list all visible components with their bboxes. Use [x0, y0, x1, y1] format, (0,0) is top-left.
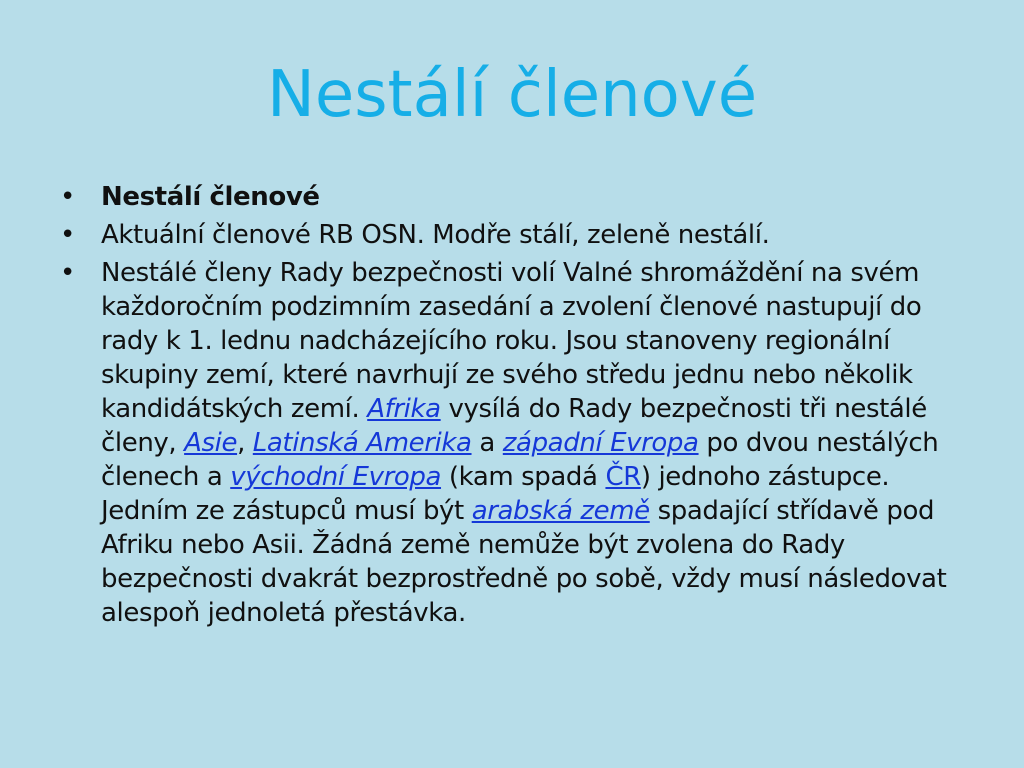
paragraph-text: vysílá do Rady bezpečnosti tři nestálé členy, [101, 394, 927, 458]
paragraph-text: ) jednoho zástupce. Jedním ze zástupců musí být [101, 462, 890, 526]
bullet-item-current-members [60, 218, 970, 252]
link-arabska-zeme[interactable]: arabská země [471, 496, 650, 526]
slide-title: Nestálí členové [266, 58, 758, 132]
bullet-heading-text: Nestálí členové [101, 182, 320, 212]
link-latinska-amerika[interactable]: Latinská Amerika [252, 428, 472, 458]
bullet-current-members-text: Aktuální členové RB OSN. Modře stálí, zeleně nestálí. [101, 220, 770, 250]
link-zapadni-evropa[interactable]: západní Evropa [502, 428, 699, 458]
bullet-item-election-rules [60, 256, 970, 630]
paragraph-text: Nestálé členy Rady bezpečnosti volí Valné shromáždění na svém každoročním podzimním zasedání a zvolení členové nastupují do rady k 1. lednu nadcházejícího roku. Jsou stanoveny regionální skupiny zemí, které navrhují ze svého středu jednu nebo několik kandidátských zemí. [101, 258, 922, 424]
bullet-icon: • [60, 182, 75, 212]
link-afrika[interactable]: Afrika [367, 394, 441, 424]
bullet-item-heading [60, 180, 970, 214]
paragraph-text: a [471, 428, 503, 458]
link-cr[interactable]: ČR [605, 462, 641, 492]
paragraph-text: (kam spadá [441, 462, 606, 492]
bullet-icon: • [60, 220, 75, 250]
paragraph-text: po dvou nestálých členech a [101, 428, 939, 492]
link-asie[interactable]: Asie [184, 428, 238, 458]
paragraph-text: , [237, 428, 253, 458]
paragraph-text: spadající střídavě pod Afriku nebo Asii. Žádná země nemůže být zvolena do Rady bezpečnosti dvakrát bezprostředně po sobě, vždy musí následovat alespoň jednoletá přestávka. [101, 496, 947, 628]
bullet-election-rules-text [101, 258, 946, 628]
bullet-list [60, 180, 970, 634]
bullet-icon: • [60, 258, 75, 288]
link-vychodni-evropa[interactable]: východní Evropa [230, 462, 442, 492]
